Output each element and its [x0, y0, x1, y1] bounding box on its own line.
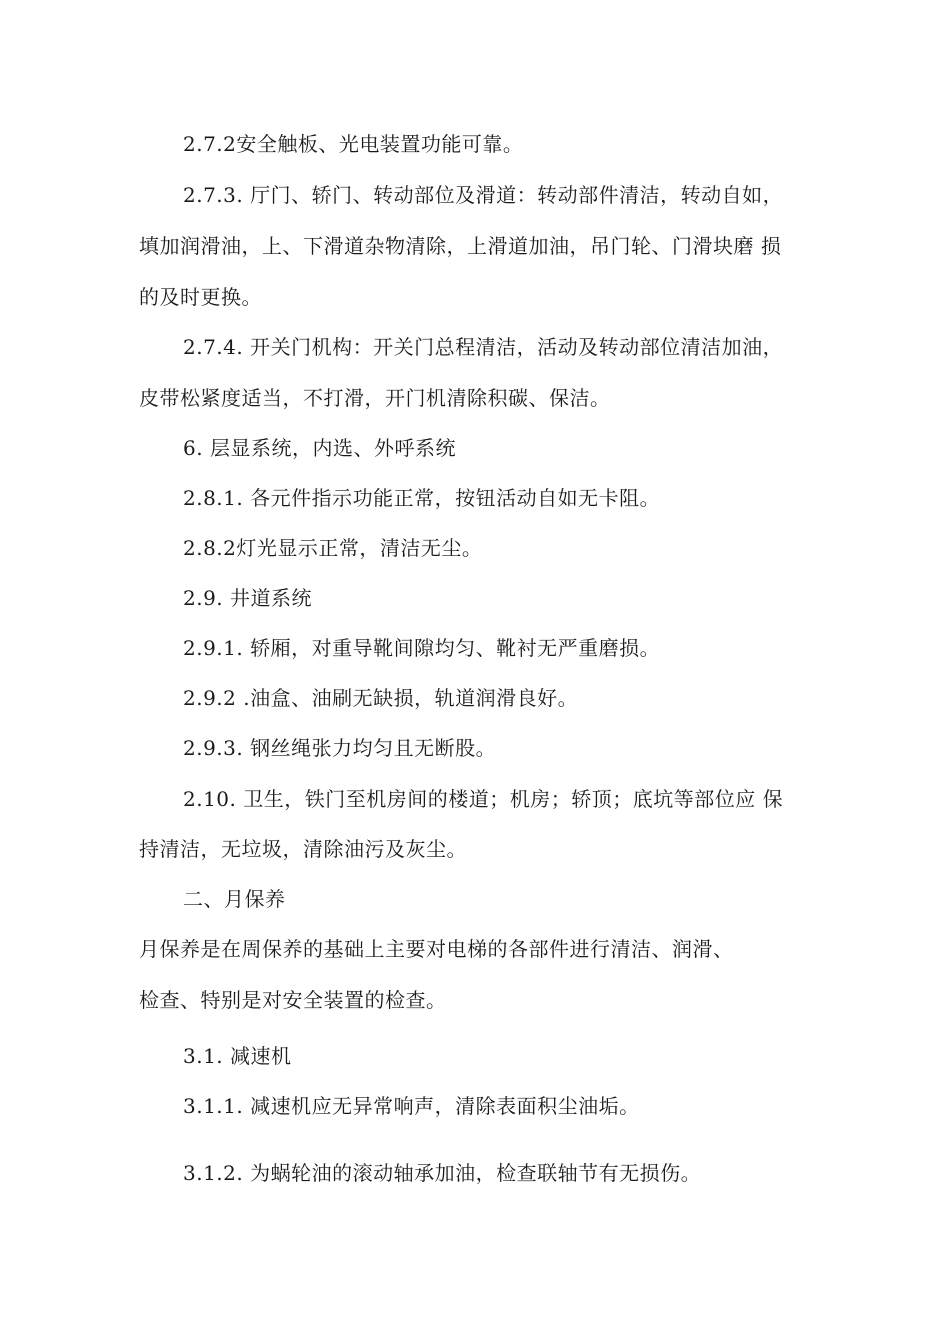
text-line-monthly-intro-cont: 检查、特别是对安全装置的检查。 — [139, 988, 447, 1012]
text-line-2-7-2: 2.7.2安全触板、光电装置功能可靠。 — [183, 132, 524, 156]
section-heading-2-9: 2.9. 井道系统 — [183, 586, 313, 610]
text-line-2-7-3-cont-2: 的及时更换。 — [139, 285, 262, 309]
text-line-2-7-4: 2.7.4. 开关门机构：开关门总程清洁，活动及转动部位清洁加油， — [183, 335, 784, 359]
section-heading-monthly: 二、月保养 — [183, 887, 286, 911]
text-line-2-10-cont: 持清洁，无垃圾，清除油污及灰尘。 — [139, 837, 467, 861]
text-line-2-10: 2.10. 卫生，铁门至机房间的楼道；机房；轿顶；底坑等部位应 保 — [183, 787, 784, 811]
text-line-2-8-2: 2.8.2灯光显示正常，清洁无尘。 — [183, 536, 483, 560]
text-line-2-7-3-cont-1: 填加润滑油，上、下滑道杂物清除，上滑道加油，吊门轮、门滑块磨 损 — [139, 234, 782, 258]
text-line-2-9-1: 2.9.1. 轿厢，对重导靴间隙均匀、靴衬无严重磨损。 — [183, 636, 661, 660]
text-line-2-9-2: 2.9.2 .油盒、油刷无缺损，轨道润滑良好。 — [183, 686, 579, 710]
text-line-2-7-3: 2.7.3. 厅门、轿门、转动部位及滑道：转动部件清洁，转动自如， — [183, 183, 784, 207]
text-line-2-7-4-cont: 皮带松紧度适当，不打滑，开门机清除积碳、保洁。 — [139, 386, 611, 410]
text-line-2-8-1: 2.8.1. 各元件指示功能正常，按钮活动自如无卡阻。 — [183, 486, 661, 510]
section-heading-6: 6. 层显系统，内选、外呼系统 — [183, 436, 456, 460]
text-line-monthly-intro: 月保养是在周保养的基础上主要对电梯的各部件进行清洁、润滑、 — [139, 937, 734, 961]
text-line-3-1-2: 3.1.2. 为蜗轮油的滚动轴承加油，检查联轴节有无损伤。 — [183, 1161, 702, 1185]
text-line-3-1-1: 3.1.1. 减速机应无异常响声，清除表面积尘油垢。 — [183, 1094, 640, 1118]
section-heading-3-1: 3.1. 减速机 — [183, 1044, 292, 1068]
text-line-2-9-3: 2.9.3. 钢丝绳张力均匀且无断股。 — [183, 736, 497, 760]
